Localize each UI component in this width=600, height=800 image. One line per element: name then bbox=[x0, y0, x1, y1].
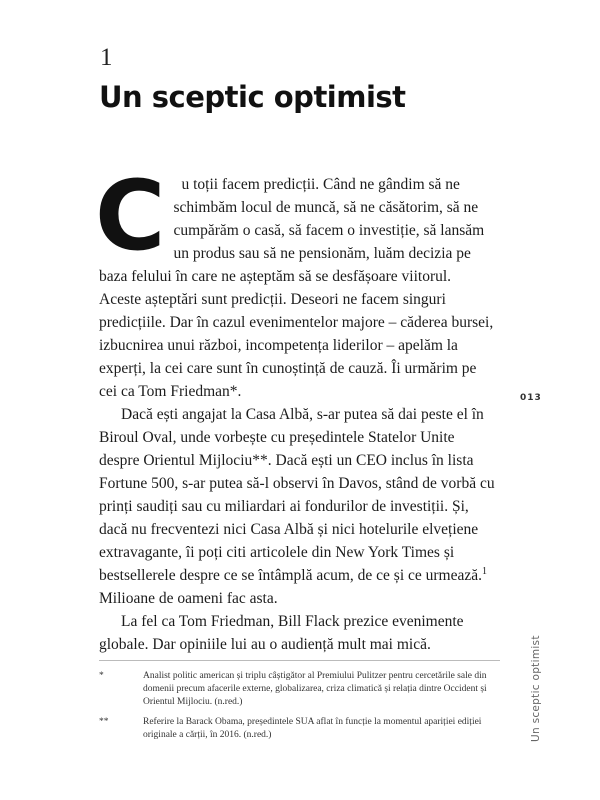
paragraph-text: Dacă ești angajat la Casa Albă, s-ar putea să dai peste el în Biroul Oval, unde vorbește cu președintele Statelor Unite despre Orientul Mijlociu**. Dacă ești un CEO inclus în lista Fortune 500, s-ar putea să-l observi în Davos, stând de vorbă cu prinți saudiți sau cu miliardari ai fondurilor de investiții. Și, dacă nu frecventezi nici Casa Albă și nici hotelurile elvețiene extravagante, îi poți citi articolele din New York Times și bestsellerele despre ce se întâmplă acum, de ce și ce urmează. bbox=[99, 406, 495, 584]
footnote bbox=[99, 716, 504, 742]
paragraph bbox=[99, 610, 496, 656]
page-number: 013 bbox=[520, 393, 542, 403]
paragraph-text: u toții facem predicții. Când ne gândim să ne schimbăm locul de muncă, să ne căsătorim, să ne cumpărăm o casă, să facem o investiție, să lansăm un produs sau să ne pensionăm, luăm decizia pe baza felului în care ne așteptăm să se desfășoare viitorul. Aceste așteptări sunt predicții. Deseori ne facem singuri predicțiile. Dar în cazul evenimentelor majore – căderea bursei, izbucnirea unui război, incompetența liderilor – apelăm la experți, la cei care sunt în cunoștință de cauză. Îi urmărim pe cei ca Tom Friedman*. bbox=[99, 176, 494, 400]
footnotes bbox=[99, 670, 504, 749]
footnote bbox=[99, 670, 504, 709]
paragraph bbox=[95, 160, 496, 403]
footnote-text: Analist politic american și triplu câștigător al Premiului Pulitzer pentru cercetările sale din domenii precum afacerile externe, globalizarea, criza climatică și relația dintre Occident și Orientul Mijlociu. (n.red.) bbox=[143, 671, 487, 707]
footnote-marker: * bbox=[99, 671, 104, 681]
paragraph-text: La fel ca Tom Friedman, Bill Flack prezice evenimente globale. Dar opiniile lui au o audiență mult mai mică. bbox=[99, 613, 464, 653]
footnote-reference: 1 bbox=[482, 565, 487, 577]
paragraph-text: Milioane de oameni fac asta. bbox=[99, 590, 278, 607]
paragraph bbox=[99, 403, 496, 610]
footnote-divider bbox=[99, 660, 500, 661]
running-head: Un sceptic optimist bbox=[530, 635, 542, 742]
chapter-number: 1 bbox=[100, 44, 113, 71]
body-text bbox=[95, 160, 496, 656]
footnote-marker: ** bbox=[99, 717, 109, 727]
chapter-title: Un sceptic optimist bbox=[99, 80, 406, 114]
footnote-text: Referire la Barack Obama, președintele SUA aflat în funcție la momentul apariției ediției originale a cărții, în 2016. (n.red.) bbox=[143, 717, 482, 740]
drop-cap: C bbox=[95, 160, 166, 272]
